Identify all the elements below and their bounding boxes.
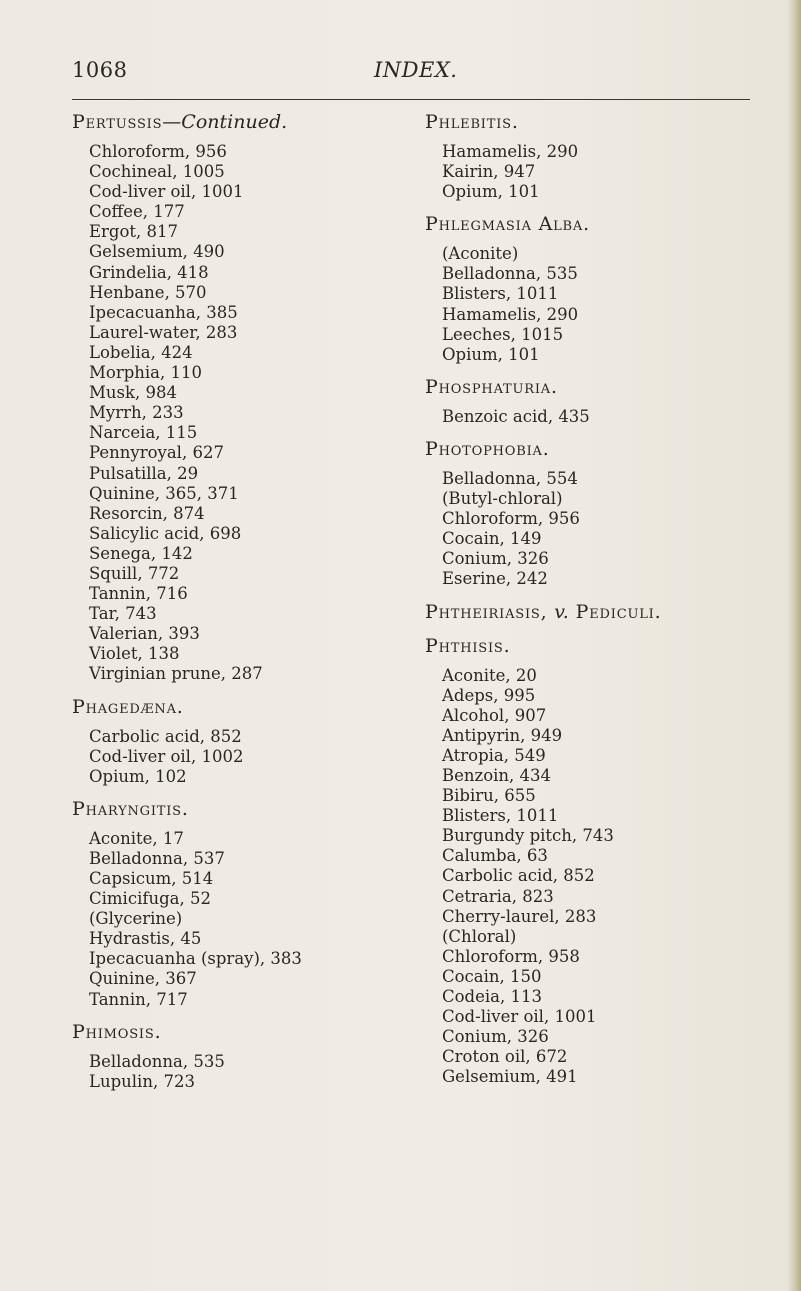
- index-entry: Ipecacuanha (spray), 383: [89, 949, 302, 969]
- index-entry: Bibiru, 655: [442, 786, 536, 806]
- index-entry: Coffee, 177: [89, 202, 185, 222]
- index-entry: Blisters, 1011: [442, 806, 559, 826]
- index-section-pharyngitis: [72, 797, 412, 1010]
- entry-list: [425, 244, 785, 365]
- entry-list: [72, 727, 412, 787]
- index-entry: Ergot, 817: [89, 222, 179, 242]
- heading-term: Phlegmasia Alba.: [425, 213, 590, 236]
- index-entry: Calumba, 63: [442, 846, 548, 866]
- index-entry: Tar, 743: [89, 604, 157, 624]
- index-section-phlebitis: [425, 110, 785, 202]
- index-entry: Cocain, 150: [442, 966, 542, 986]
- index-entry: Narceia, 115: [89, 423, 198, 443]
- index-entry: Alcohol, 907: [442, 705, 547, 725]
- index-heading: [425, 634, 785, 658]
- index-entry: Antipyrin, 949: [442, 725, 563, 745]
- index-entry: Salicylic acid, 698: [89, 523, 242, 543]
- index-entry: Benzoin, 434: [442, 765, 552, 785]
- index-entry: Cocain, 149: [442, 529, 542, 549]
- index-entry: Cod-liver oil, 1002: [89, 746, 244, 766]
- index-section-phaged-na: [72, 695, 412, 787]
- index-entry: Cherry-laurel, 283: [442, 906, 597, 926]
- index-entry: Hamamelis, 290: [442, 304, 579, 324]
- index-entry: Resorcin, 874: [89, 503, 205, 523]
- heading-continued: —Continued.: [162, 111, 288, 133]
- index-entry: Croton oil, 672: [442, 1047, 568, 1067]
- index-heading: [72, 695, 412, 719]
- index-heading: [425, 600, 785, 624]
- index-entry: Aconite, 17: [89, 828, 184, 848]
- index-section-phimosis: [72, 1020, 412, 1092]
- index-entry: Chloroform, 956: [89, 142, 227, 161]
- index-entry: Belladonna, 554: [442, 468, 578, 488]
- index-entry: Musk, 984: [89, 383, 177, 403]
- index-entry: Atropia, 549: [442, 745, 546, 765]
- index-section-pertussis: [72, 110, 412, 685]
- heading-term: Pharyngitis.: [72, 797, 189, 820]
- page-header: [0, 58, 801, 88]
- index-entry: Carbolic acid, 852: [442, 866, 595, 886]
- heading-term: Phtheiriasis,: [425, 600, 548, 623]
- heading-term: Phlebitis.: [425, 111, 519, 133]
- index-entry: Gelsemium, 490: [89, 242, 225, 262]
- index-entry: Virginian prune, 287: [89, 664, 263, 684]
- index-section-phtheiriasis: [425, 600, 785, 624]
- index-entry: Quinine, 367: [89, 969, 197, 989]
- index-entry: Lupulin, 723: [89, 1071, 195, 1091]
- index-entry: Belladonna, 537: [89, 848, 225, 868]
- index-section-phthisis: [425, 634, 785, 1088]
- index-entry: Hamamelis, 290: [442, 142, 579, 161]
- index-entry: Blisters, 1011: [442, 284, 559, 304]
- index-section-phosphaturia: [425, 375, 785, 427]
- index-entry: Opium, 101: [442, 344, 540, 364]
- index-entry: Aconite, 20: [442, 665, 537, 685]
- index-section-photophobia: [425, 437, 785, 590]
- index-entry: Tannin, 717: [89, 989, 188, 1009]
- index-entry: Gelsemium, 491: [442, 1067, 578, 1087]
- index-entry: Codeia, 113: [442, 987, 542, 1006]
- index-entry: Ipecacuanha, 385: [89, 302, 238, 322]
- index-entry: Adeps, 995: [442, 685, 536, 705]
- index-entry: Cochineal, 1005: [89, 162, 225, 182]
- index-entry: Kairin, 947: [442, 162, 536, 182]
- index-entry: Squill, 772: [89, 563, 180, 583]
- index-entry: Hydrastis, 45: [89, 929, 202, 949]
- index-entry: Cimicifuga, 52: [89, 889, 211, 909]
- see-reference: v.: [554, 600, 569, 623]
- heading-term: Phimosis.: [72, 1020, 162, 1043]
- index-entry: Tannin, 716: [89, 584, 188, 604]
- entry-list: [425, 142, 785, 202]
- heading-term: Pertussis: [72, 111, 163, 133]
- index-entry: Pennyroyal, 627: [89, 443, 224, 463]
- index-entry: Myrrh, 233: [89, 403, 184, 423]
- index-heading: [425, 437, 785, 461]
- left-column: [72, 110, 412, 1102]
- index-entry: (Aconite): [442, 244, 519, 264]
- index-entry: Chloroform, 958: [442, 946, 580, 966]
- right-column: [425, 110, 785, 1097]
- entry-list: [425, 666, 785, 1088]
- index-entry: Conium, 326: [442, 1027, 549, 1047]
- index-section-phlegmasia-alba: [425, 212, 785, 365]
- heading-term: Phosphaturia.: [425, 375, 558, 398]
- index-entry: Violet, 138: [89, 644, 180, 664]
- index-heading: [425, 110, 785, 134]
- header-rule: [72, 99, 750, 100]
- entry-list: [72, 142, 412, 685]
- index-entry: (Butyl-chloral): [442, 489, 563, 509]
- see-target: Pediculi.: [575, 600, 662, 623]
- entry-list: [425, 407, 785, 427]
- index-entry: Morphia, 110: [89, 363, 203, 383]
- index-heading: [425, 212, 785, 236]
- index-entry: Cod-liver oil, 1001: [89, 182, 244, 202]
- index-entry: Cetraria, 823: [442, 886, 554, 906]
- heading-term: Phagedæna.: [72, 695, 184, 718]
- index-entry: Capsicum, 514: [89, 869, 214, 888]
- index-entry: Leeches, 1015: [442, 324, 564, 344]
- index-entry: Opium, 102: [89, 766, 187, 786]
- index-entry: Burgundy pitch, 743: [442, 826, 614, 846]
- index-heading: [425, 375, 785, 399]
- index-entry: (Chloral): [442, 926, 517, 946]
- page-edge: [787, 0, 801, 1291]
- index-heading: [72, 797, 412, 821]
- running-head: INDEX.: [374, 58, 458, 82]
- index-entry: Henbane, 570: [89, 282, 207, 302]
- index-entry: Belladonna, 535: [89, 1051, 225, 1071]
- index-entry: (Glycerine): [89, 909, 183, 929]
- index-entry: Carbolic acid, 852: [89, 726, 242, 746]
- entry-list: [72, 1052, 412, 1092]
- index-heading: [72, 110, 412, 134]
- index-entry: Valerian, 393: [89, 624, 200, 644]
- index-entry: Conium, 326: [442, 549, 549, 569]
- entry-list: [425, 469, 785, 590]
- index-entry: Senega, 142: [89, 543, 193, 563]
- index-entry: Opium, 101: [442, 182, 540, 202]
- index-entry: Cod-liver oil, 1001: [442, 1007, 597, 1027]
- index-entry: Belladonna, 535: [442, 264, 578, 284]
- entry-list: [72, 829, 412, 1010]
- index-entry: Laurel-water, 283: [89, 322, 238, 342]
- page-number: 1068: [72, 58, 128, 82]
- heading-term: Photophobia.: [425, 437, 550, 460]
- index-entry: Eserine, 242: [442, 569, 548, 589]
- index-entry: Pulsatilla, 29: [89, 463, 199, 483]
- index-heading: [72, 1020, 412, 1044]
- index-entry: Lobelia, 424: [89, 342, 193, 362]
- index-entry: Grindelia, 418: [89, 262, 209, 282]
- heading-term: Phthisis.: [425, 634, 511, 657]
- index-entry: Chloroform, 956: [442, 509, 580, 529]
- index-entry: Benzoic acid, 435: [442, 406, 590, 426]
- index-entry: Quinine, 365, 371: [89, 483, 239, 503]
